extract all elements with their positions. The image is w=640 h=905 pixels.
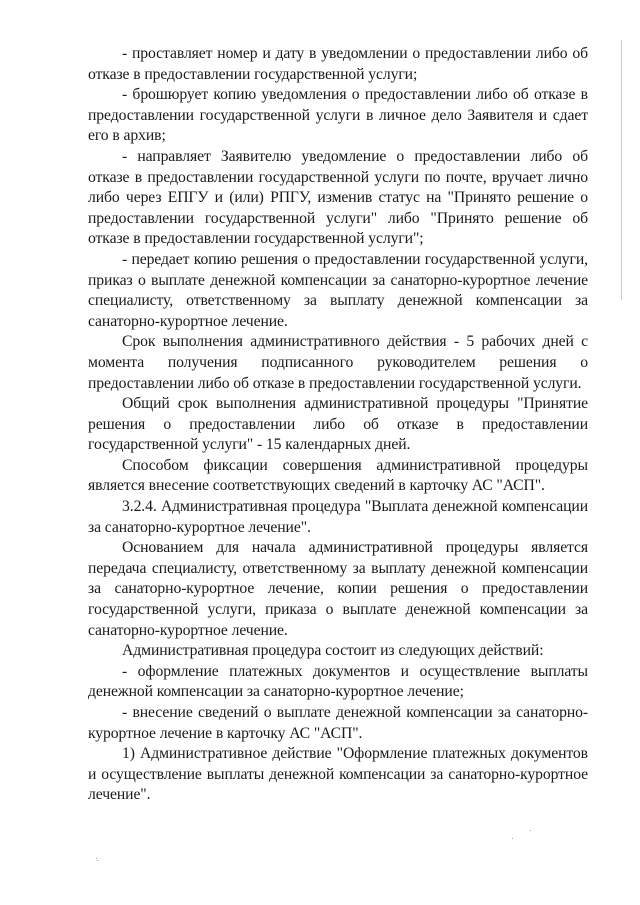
paragraph-7: Способом фиксации совершения административной процедуры является внесение соответствующих сведений в карточку АС "АСП". — [88, 456, 588, 495]
scan-speck — [512, 838, 513, 839]
paragraph-5: Срок выполнения административного действия - 5 рабочих дней с момента получения подписанного руководителем решения о предоставлении либо об отказе в предоставлении государственной услуги. — [88, 333, 588, 392]
paragraph-3: - направляет Заявителю уведомление о предоставлении либо об отказе в предоставлении государственной услуги по почте, вручает лично либо через ЕПГУ и (или) РПГУ, изменив статус на "Принято решение о предоставлении государственной услуги" либо "Принято решение об отказе в предоставлении государственной услуги"; — [88, 147, 588, 248]
scan-speck — [530, 830, 531, 831]
scan-margin-line — [621, 40, 622, 300]
paragraph-1: - проставляет номер и дату в уведомлении о предоставлении либо об отказе в предоставлении государственной услуги; — [88, 45, 588, 83]
paragraph-4: - передает копию решения о предоставлении государственной услуги, приказ о выплате денежной компенсации за санаторно-курортное лечение специалисту, ответственному за выплату денежной компенсации за санаторно-курортное лечение. — [88, 250, 588, 330]
paragraph-10: Административная процедура состоит из следующих действий: — [122, 642, 544, 660]
paragraph-2: - брошюрует копию уведомления о предоставлении либо об отказе в предоставлении государственной услуги в личное дело Заявителя и сдает его в архив; — [88, 86, 588, 145]
paragraph-12: - внесение сведений о выплате денежной компенсации за санаторно-курортное лечение в карточку АС "АСП". — [88, 704, 588, 742]
section-heading-3-2-4: 3.2.4. Административная процедура "Выплата денежной компенсации за санаторно-курортное лечение". — [88, 498, 588, 536]
paragraph-11: - оформление платежных документов и осуществление выплаты денежной компенсации за санаторно-курортное лечение; — [88, 662, 588, 701]
paragraph-6: Общий срок выполнения административной процедуры "Принятие решения о предоставлении либо об отказе в предоставлении государственной услуги" - 15 календарных дней. — [88, 395, 588, 454]
document-body — [88, 44, 588, 806]
scan-speck — [96, 858, 97, 859]
scan-speck — [97, 860, 98, 861]
paragraph-9: Основанием для начала административной процедуры является передача специалисту, ответственному за выплату денежной компенсации за санаторно-курортное лечение, копии решения о предоставлении государственной услуги, приказа о выплате денежной компенсации за санаторно-курортное лечение. — [88, 539, 588, 639]
paragraph-13: 1) Административное действие "Оформление платежных документов и осуществление выплаты денежной компенсации за санаторно-курортное лечение". — [88, 745, 588, 804]
